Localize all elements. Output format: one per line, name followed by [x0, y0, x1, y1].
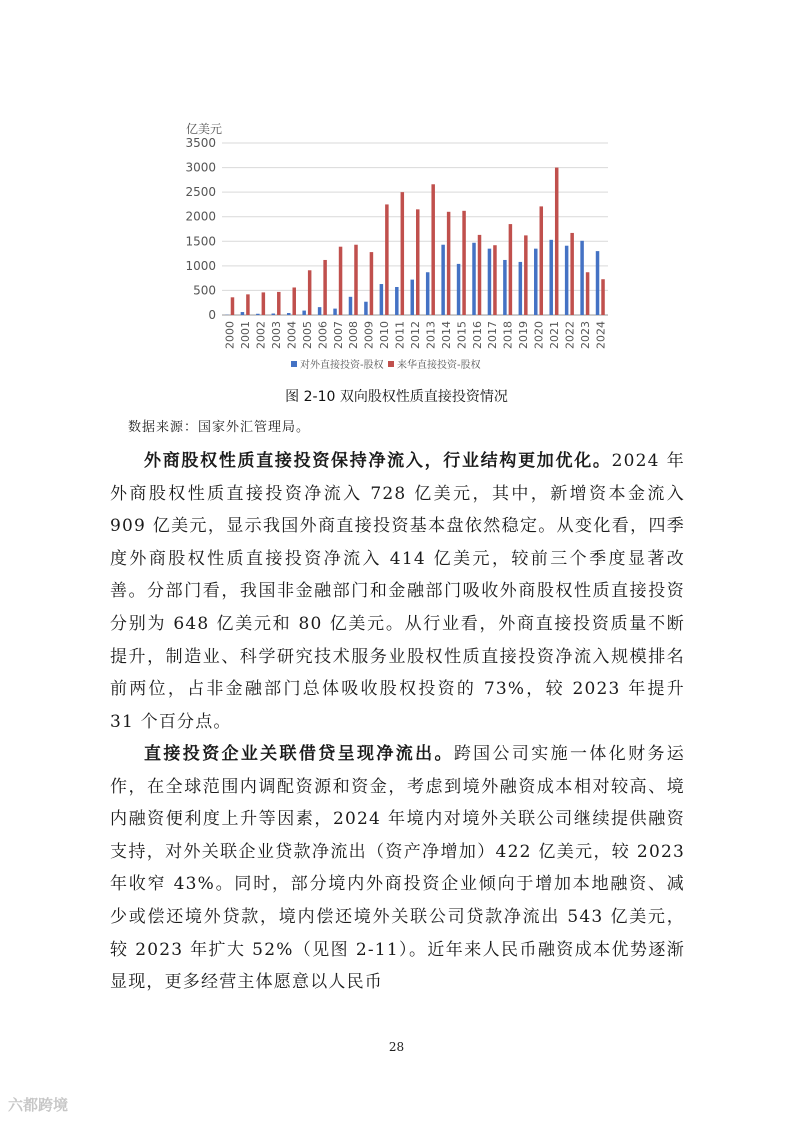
paragraph-lead: 外商股权性质直接投资保持净流入，行业结构更加优化。 — [144, 451, 612, 471]
bar-chart — [0, 0, 793, 386]
bar-inward-fdi — [570, 233, 574, 315]
x-tick-label: 2024 — [594, 321, 608, 349]
bar-outward-fdi — [488, 249, 492, 315]
bar-inward-fdi — [277, 292, 281, 315]
y-tick-label: 2500 — [185, 185, 216, 200]
bar-outward-fdi — [256, 314, 260, 315]
bar-inward-fdi — [231, 297, 235, 315]
x-tick-label: 2005 — [300, 321, 314, 349]
x-tick-label: 2010 — [378, 321, 392, 349]
paragraph-lead: 直接投资企业关联借贷呈现净流出。 — [144, 744, 454, 764]
bar-inward-fdi — [586, 272, 590, 315]
legend-swatch — [291, 361, 297, 367]
x-tick-label: 2006 — [316, 321, 330, 349]
x-tick-label: 2001 — [239, 321, 253, 349]
bar-outward-fdi — [534, 249, 538, 315]
x-tick-label: 2002 — [254, 321, 268, 349]
paragraph-body: 跨国公司实施一体化财务运作，在全球范围内调配资源和资金，考虑到境外融资成本相对较高、境内融资便利度上升等因素，2024 年境内对境外关联公司继续提供融资支持，对外关联企业贷款净流出（资产净增加）422 亿美元，较 2023 年收窄 43%。同时，部分境内外商投资企业倾向于增加本地融资、减少或偿还境外贷款，境内偿还境外关联公司贷款净流出 543 亿美元，较 2023 年扩大 52%（见图 2-11）。近年来人民币融资成本优势逐渐显现，更多经营主体愿意以人民币 — [110, 744, 686, 993]
bar-inward-fdi — [447, 212, 451, 315]
y-tick-label: 3500 — [185, 136, 216, 150]
legend-label: 来华直接投资-股权 — [397, 360, 481, 371]
bar-inward-fdi — [246, 294, 250, 315]
x-tick-label: 2022 — [563, 321, 577, 349]
bar-outward-fdi — [380, 284, 384, 315]
x-tick-label: 2000 — [223, 321, 237, 349]
page-number: 28 — [388, 1040, 405, 1054]
paragraph-fdi-inflow — [110, 445, 685, 738]
bar-outward-fdi — [596, 251, 600, 315]
bar-inward-fdi — [308, 270, 312, 315]
x-tick-label: 2021 — [547, 321, 561, 349]
paragraph-body: 2024 年外商股权性质直接投资净流入 728 亿美元，其中，新增资本金流入 909 亿美元，显示我国外商直接投资基本盘依然稳定。从变化看，四季度外商股权性质直接投资净流入 414 亿美元，较前三个季度显著改善。分部门看，我国非金融部门和金融部门吸收外商股权性质直接投资分别为 648 亿美元和 80 亿美元。从行业看，外商直接投资质量不断提升，制造业、科学研究技术服务业股权性质直接投资净流入规模排名前两位，占非金融部门总体吸收股权投资的 73%，较 2023 年提升 31 个百分点。 — [110, 451, 685, 732]
bar-outward-fdi — [272, 314, 276, 315]
bar-outward-fdi — [411, 280, 415, 315]
bar-inward-fdi — [493, 245, 497, 315]
watermark-logo: 六都跨境 — [8, 1096, 69, 1114]
bar-outward-fdi — [472, 243, 476, 315]
bar-inward-fdi — [416, 209, 420, 315]
bar-outward-fdi — [549, 240, 553, 315]
y-tick-label: 0 — [208, 308, 216, 322]
x-tick-label: 2023 — [578, 321, 592, 349]
x-tick-label: 2016 — [470, 321, 484, 349]
bar-outward-fdi — [318, 307, 322, 315]
y-tick-label: 2000 — [185, 209, 216, 224]
bar-outward-fdi — [287, 313, 291, 315]
bar-inward-fdi — [524, 235, 528, 315]
bar-outward-fdi — [457, 264, 461, 315]
x-tick-label: 2004 — [285, 321, 299, 349]
bar-inward-fdi — [370, 252, 374, 315]
bar-inward-fdi — [401, 192, 405, 315]
x-tick-label: 2003 — [270, 321, 284, 349]
x-tick-label: 2008 — [347, 321, 361, 349]
bar-outward-fdi — [565, 246, 569, 315]
x-tick-label: 2007 — [331, 321, 345, 349]
figure-caption: 图 2-10 双向股权性质直接投资情况 — [285, 389, 508, 405]
paragraph-related-lending — [110, 738, 685, 999]
x-tick-label: 2011 — [393, 321, 407, 349]
x-tick-label: 2009 — [362, 321, 376, 349]
y-tick-label: 1500 — [185, 234, 216, 249]
y-tick-label: 3000 — [185, 160, 216, 175]
x-tick-label: 2017 — [486, 321, 500, 349]
bar-inward-fdi — [323, 260, 327, 315]
bar-outward-fdi — [395, 287, 399, 315]
bar-outward-fdi — [364, 302, 368, 315]
bar-outward-fdi — [241, 312, 245, 315]
y-unit-label: 亿美元 — [186, 122, 223, 136]
bar-inward-fdi — [540, 206, 544, 315]
y-tick-label: 1000 — [185, 258, 216, 273]
bar-outward-fdi — [333, 309, 337, 315]
x-tick-label: 2018 — [501, 321, 515, 349]
bar-inward-fdi — [292, 287, 296, 315]
x-tick-label: 2012 — [409, 321, 422, 349]
bar-inward-fdi — [385, 204, 389, 315]
bar-inward-fdi — [354, 245, 358, 315]
bar-inward-fdi — [262, 292, 266, 315]
bar-inward-fdi — [555, 168, 559, 315]
bar-outward-fdi — [302, 311, 306, 315]
bar-outward-fdi — [426, 272, 430, 315]
x-tick-label: 2019 — [517, 321, 531, 349]
bar-outward-fdi — [580, 241, 584, 315]
legend-label: 对外直接投资-股权 — [300, 360, 384, 371]
bar-inward-fdi — [601, 279, 605, 315]
data-source-note: 数据来源：国家外汇管理局。 — [128, 420, 311, 435]
bar-outward-fdi — [441, 245, 445, 315]
bar-inward-fdi — [462, 211, 466, 315]
bar-outward-fdi — [503, 260, 507, 315]
bar-inward-fdi — [509, 224, 513, 315]
legend-swatch — [388, 361, 394, 367]
x-tick-label: 2013 — [424, 321, 438, 349]
y-tick-label: 500 — [193, 283, 216, 298]
bar-inward-fdi — [478, 235, 482, 315]
bar-inward-fdi — [339, 247, 343, 315]
bar-outward-fdi — [519, 262, 523, 315]
x-tick-label: 2015 — [455, 321, 469, 349]
bar-inward-fdi — [431, 184, 435, 315]
x-tick-label: 2014 — [439, 321, 453, 349]
x-tick-label: 2020 — [532, 321, 546, 349]
bar-outward-fdi — [349, 297, 353, 315]
